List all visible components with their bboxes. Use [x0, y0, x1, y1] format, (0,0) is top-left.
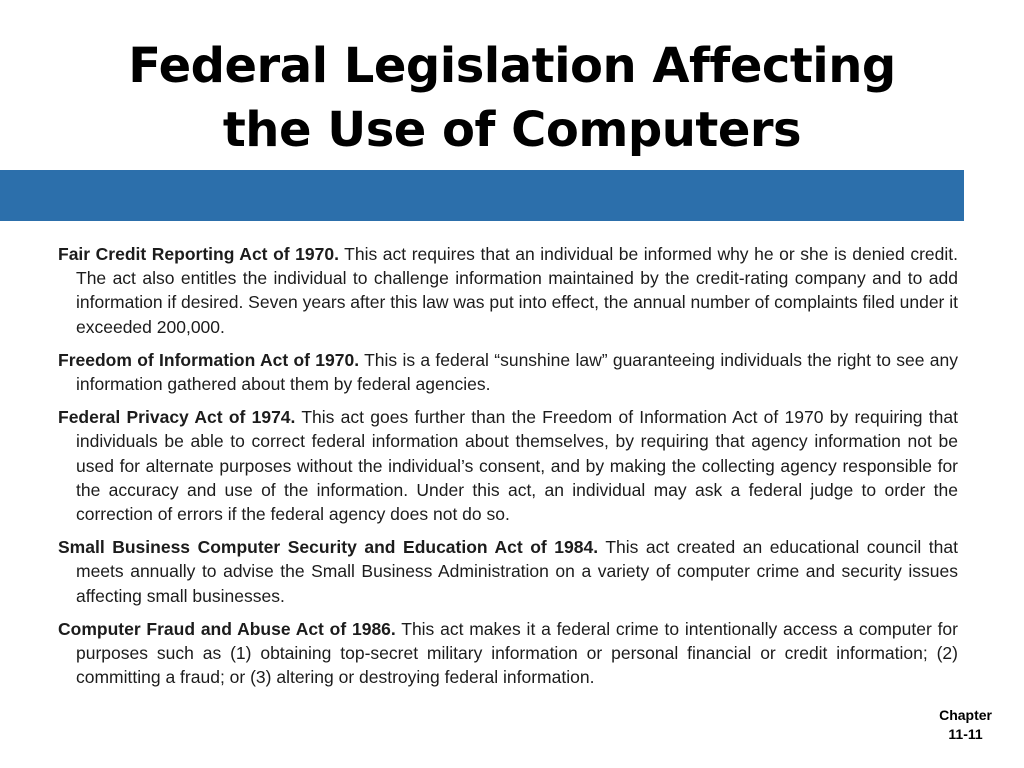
act-description: This act goes further than the Freedom of Information Act of 1970 by requiring that individuals be able to correct federal information about themselves, by requiring that agency information not be used for alternate purposes without the individual’s consent, and by making the collecting agency responsible for the accuracy and use of the information. Under this act, an individual may ask a federal judge to order the correction of errors if the federal agency does not do so. — [76, 407, 958, 525]
act-entry-fair-credit-reporting — [58, 242, 958, 339]
act-entry-small-business-computer-security — [58, 535, 958, 608]
footer-page-number: 11-11 — [948, 726, 983, 742]
slide-title-line-2: the Use of Computers — [222, 102, 802, 158]
act-name: Freedom of Information Act of 1970. — [58, 349, 360, 370]
act-description: This act requires that an individual be informed why he or she is denied credit. The act also entitles the individual to challenge information maintained by the credit-rating company and to add information if desired. Seven years after this law was put into effect, the annual number of complaints filed under it exceeded 200,000. — [76, 244, 958, 337]
act-entry-computer-fraud-and-abuse — [58, 617, 958, 690]
act-entry-federal-privacy — [58, 405, 958, 526]
footer-chapter-label: Chapter — [939, 707, 992, 723]
act-name: Computer Fraud and Abuse Act of 1986. — [58, 618, 396, 639]
act-name: Small Business Computer Security and Education Act of 1984. — [58, 537, 599, 558]
slide-title-line-1: Federal Legislation Affecting — [128, 38, 896, 94]
act-name: Fair Credit Reporting Act of 1970. — [58, 244, 339, 264]
act-description: This is a federal “sunshine law” guaranteeing individuals the right to see any information gathered about them by federal agencies. — [76, 349, 958, 395]
act-description: This act makes it a federal crime to intentionally access a computer for purposes such as (1) obtaining top-secret military information or personal financial or credit information; (2) committing a fraud; or (3) altering or destroying federal information. — [76, 618, 958, 688]
act-description: This act created an educational council that meets annually to advise the Small Business Administration on a variety of computer crime and security issues affecting small businesses. — [76, 537, 958, 606]
act-name: Federal Privacy Act of 1974. — [58, 407, 296, 428]
legislation-list — [58, 242, 958, 698]
title-banner — [0, 170, 964, 221]
slide-title — [0, 34, 1024, 162]
act-entry-freedom-of-information — [58, 348, 958, 396]
chapter-footer — [939, 706, 992, 744]
